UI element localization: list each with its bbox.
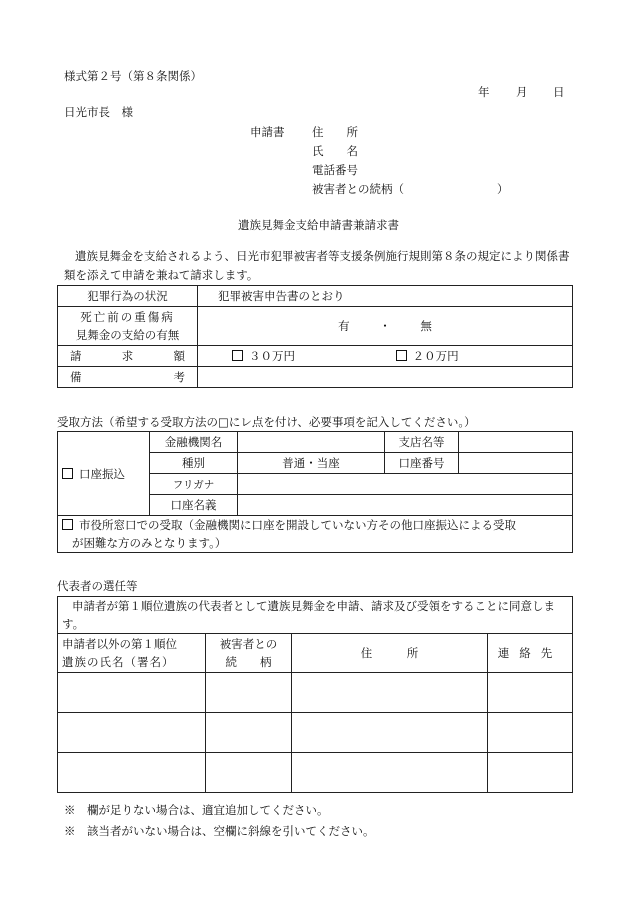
account-name-field[interactable] [238,495,573,516]
amount-options[interactable]: ３０万円 ２０万円 [198,346,573,367]
crime-label: 犯罪行為の状況 [58,286,198,307]
furigana-label: フリガナ [150,474,238,495]
contact-cell[interactable] [488,713,573,753]
window-pickup-option[interactable]: 市役所窓口での受取（金融機関に口座を開設していない方その他口座振込による受取 が困難な方のみとなります。） [58,516,573,553]
representative-table [57,596,573,793]
amount-label: 請 求 額 [58,346,198,367]
address-cell[interactable] [292,713,488,753]
col-address: 住 所 [292,634,488,673]
claim-table [57,285,573,388]
family-name-cell[interactable] [58,713,206,753]
relationship-cell[interactable] [206,673,292,713]
branch-field[interactable] [459,432,573,453]
note-1: ※ 欄が足りない場合は、適宜追加してください。 [64,803,329,817]
date-year-label: 年 [478,85,490,99]
bank-transfer-checkbox[interactable] [62,468,73,479]
account-type[interactable]: 普通・当座 [238,453,385,474]
bank-transfer-option[interactable]: 口座振込 [58,432,150,516]
col-contact: 連絡先 [488,634,573,673]
date-month-label: 月 [516,85,528,99]
address-cell[interactable] [292,673,488,713]
name-label: 氏 名 [312,144,358,158]
intro-paragraph: 遺族見舞金を支給されるよう、日光市犯罪被害者等支援条例施行規則第８条の規定により関係書類を添えて申請を兼ねて請求します。 [64,249,570,282]
note-2: ※ 該当者がいない場合は、空欄に斜線を引いてください。 [64,824,375,838]
relationship-cell[interactable] [206,713,292,753]
injury-label: 死亡前の重傷病 見舞金の支給の有無 [58,307,198,346]
receipt-table [57,431,573,553]
relation-label: 被害者との続柄（ [312,182,404,196]
address-label: 住 所 [312,125,358,139]
relation-close: ） [497,182,509,196]
branch-label: 支店名等 [385,432,459,453]
account-number-field[interactable] [459,453,573,474]
receipt-heading: 受取方法（希望する受取方法の□にレ点を付け、必要事項を記入してください。） [57,415,476,429]
phone-label: 電話番号 [312,163,358,177]
account-name-label: 口座名義 [150,495,238,516]
amount-30-checkbox[interactable] [232,350,243,361]
consent-statement: 申請者が第１順位遺族の代表者として遺族見舞金を申請、請求及び受領をすることに同意します。 [58,597,573,634]
col-relationship: 被害者との 続 柄 [206,634,292,673]
col-family-name: 申請者以外の第１順位 遺族の氏名（署名） [58,634,206,673]
addressee: 日光市長 様 [64,105,133,119]
bank-name-field[interactable] [238,432,385,453]
form-number: 様式第２号（第８条関係） [64,69,202,83]
crime-value: 犯罪被害申告書のとおり [198,286,573,307]
injury-options[interactable]: 有 ・ 無 [198,307,573,346]
window-pickup-checkbox[interactable] [62,519,73,530]
remarks-label: 備 考 [58,367,198,388]
document-title: 遺族見舞金支給申請書兼請求書 [238,218,399,232]
applicant-label: 申請書 [250,125,285,139]
contact-cell[interactable] [488,673,573,713]
bank-name-label: 金融機関名 [150,432,238,453]
representative-heading: 代表者の選任等 [57,579,138,593]
furigana-field[interactable] [238,474,573,495]
remarks-field[interactable] [198,367,573,388]
account-number-label: 口座番号 [385,453,459,474]
family-name-cell[interactable] [58,673,206,713]
type-label: 種別 [150,453,238,474]
amount-20-checkbox[interactable] [396,350,407,361]
contact-cell[interactable] [488,753,573,793]
family-name-cell[interactable] [58,753,206,793]
address-cell[interactable] [292,753,488,793]
date-day-label: 日 [553,85,565,99]
relationship-cell[interactable] [206,753,292,793]
